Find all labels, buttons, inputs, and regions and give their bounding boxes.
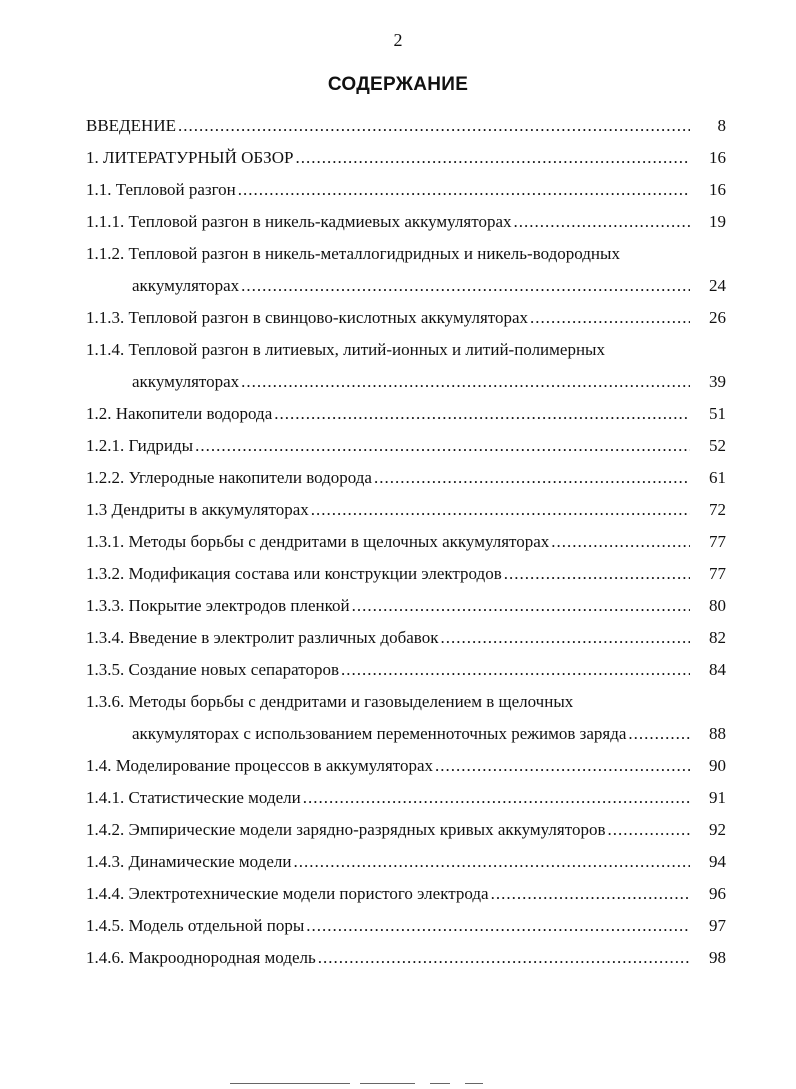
toc-page-number: 84 [709, 660, 726, 679]
toc-entry-line [86, 814, 726, 846]
toc-page-number: 92 [709, 820, 726, 839]
toc-entry-title: 1. ЛИТЕРАТУРНЫЙ ОБЗОР [86, 148, 294, 167]
toc-entry-title: 1.3.6. Методы борьбы с дендритами и газовыделением в щелочных [86, 692, 574, 711]
dot-leader [628, 718, 690, 750]
toc-page-number: 94 [709, 852, 726, 871]
toc-page-number: 52 [709, 436, 726, 455]
toc-page-number: 24 [709, 276, 726, 295]
toc-entry [86, 462, 726, 494]
toc-entry-line [86, 686, 726, 718]
toc-page-number: 77 [709, 532, 726, 551]
toc-entry-line [86, 942, 726, 974]
toc-entry-line [86, 398, 726, 430]
toc-entry-line [86, 590, 726, 622]
toc-entry-line [86, 846, 726, 878]
dot-leader [607, 814, 690, 846]
dot-leader [238, 174, 690, 206]
toc-entry-title: 1.4.1. Статистические модели [86, 788, 301, 807]
toc-page-number: 98 [709, 948, 726, 967]
toc-entry-title: 1.3.3. Покрытие электродов пленкой [86, 596, 350, 615]
toc-page-number: 80 [709, 596, 726, 615]
toc-entry-line [86, 910, 726, 942]
dot-leader [440, 622, 690, 654]
toc-entry-title: 1.4.2. Эмпирические модели зарядно-разрядных кривых аккумуляторов [86, 820, 606, 839]
toc-entry-title: ВВЕДЕНИЕ [86, 116, 176, 135]
toc-page-number: 97 [709, 916, 726, 935]
toc-page-number: 72 [709, 500, 726, 519]
toc-page-number: 88 [709, 724, 726, 743]
dot-leader [303, 782, 690, 814]
toc-entry [86, 110, 726, 142]
toc-page-number: 16 [709, 148, 726, 167]
footer-rule [430, 1083, 450, 1084]
toc-entry [86, 142, 726, 174]
dot-leader [435, 750, 690, 782]
footer-rule [360, 1083, 415, 1084]
toc-entry-line [86, 302, 726, 334]
toc-entry [86, 782, 726, 814]
toc-entry-title: 1.2.1. Гидриды [86, 436, 194, 455]
dot-leader [178, 110, 690, 142]
toc-page-number: 8 [717, 116, 726, 135]
toc-entry [86, 494, 726, 526]
toc-entry-title: 1.3.1. Методы борьбы с дендритами в щелочных аккумуляторах [86, 532, 550, 551]
toc-entry-line [86, 558, 726, 590]
footer-rule [230, 1083, 350, 1084]
page-number: 2 [393, 30, 403, 50]
dot-leader [293, 846, 690, 878]
toc-entry-title: 1.4.4. Электротехнические модели пористого электрода [86, 884, 489, 903]
toc-entry-line [86, 718, 726, 750]
toc-page-number: 26 [709, 308, 726, 327]
toc-entry-title: аккумуляторах с использованием переменноточных режимов заряда [132, 724, 627, 743]
toc-entry-title: 1.4.5. Модель отдельной поры [86, 916, 305, 935]
toc-entry-title: 1.1.3. Тепловой разгон в свинцово-кислотных аккумуляторах [86, 308, 529, 327]
toc-entry [86, 398, 726, 430]
dot-leader [306, 910, 690, 942]
toc-entry [86, 174, 726, 206]
toc-entry [86, 910, 726, 942]
toc-entry-title: 1.4.3. Динамические модели [86, 852, 292, 871]
table-of-contents [86, 110, 726, 974]
toc-entry-title: 1.4. Моделирование процессов в аккумуляторах [86, 756, 434, 775]
toc-entry-line [86, 110, 726, 142]
footer-rule [465, 1083, 483, 1084]
toc-entry-title: 1.3.4. Введение в электролит различных добавок [86, 628, 439, 647]
toc-entry-line [86, 526, 726, 558]
toc-entry [86, 750, 726, 782]
toc-entry-title: 1.4.6. Макрооднородная модель [86, 948, 316, 967]
dot-leader [374, 462, 690, 494]
toc-entry [86, 430, 726, 462]
toc-entry-title: 1.1.1. Тепловой разгон в никель-кадмиевых аккумуляторах [86, 212, 512, 231]
toc-page-number: 61 [709, 468, 726, 487]
toc-entry-title: 1.1. Тепловой разгон [86, 180, 236, 199]
toc-entry-title: 1.3.2. Модификация состава или конструкции электродов [86, 564, 502, 583]
dot-leader [241, 270, 690, 302]
toc-entry-line [86, 494, 726, 526]
toc-entry [86, 846, 726, 878]
dot-leader [491, 878, 690, 910]
toc-page-number: 19 [709, 212, 726, 231]
toc-entry-line [86, 270, 726, 302]
toc-entry-line [86, 174, 726, 206]
dot-leader [514, 206, 691, 238]
dot-leader [551, 526, 690, 558]
dot-leader [274, 398, 690, 430]
toc-entry-line [86, 750, 726, 782]
dot-leader [295, 142, 690, 174]
dot-leader [241, 366, 690, 398]
toc-entry [86, 238, 726, 302]
toc-entry-line [86, 622, 726, 654]
toc-entry-title: 1.1.4. Тепловой разгон в литиевых, литий-ионных и литий-полимерных [86, 340, 605, 359]
dot-leader [318, 942, 690, 974]
toc-entry-title: 1.2. Накопители водорода [86, 404, 273, 423]
toc-entry-line [86, 334, 726, 366]
toc-entry [86, 590, 726, 622]
toc-entry-line [86, 366, 726, 398]
toc-page-number: 16 [709, 180, 726, 199]
toc-page-number: 90 [709, 756, 726, 775]
toc-entry-line [86, 238, 726, 270]
toc-entry-line [86, 206, 726, 238]
toc-entry [86, 814, 726, 846]
toc-entry [86, 654, 726, 686]
toc-entry [86, 878, 726, 910]
dot-leader [341, 654, 690, 686]
toc-entry-title: 1.3 Дендриты в аккумуляторах [86, 500, 309, 519]
dot-leader [530, 302, 690, 334]
dot-leader [195, 430, 690, 462]
toc-entry-title: 1.2.2. Углеродные накопители водорода [86, 468, 372, 487]
toc-page-number: 96 [709, 884, 726, 903]
toc-entry [86, 622, 726, 654]
toc-entry [86, 686, 726, 750]
toc-entry-title: 1.1.2. Тепловой разгон в никель-металлогидридных и никель-водородных [86, 244, 620, 263]
toc-entry-title: аккумуляторах [132, 372, 240, 391]
toc-entry-line [86, 462, 726, 494]
dot-leader [311, 494, 690, 526]
toc-page-number: 51 [709, 404, 726, 423]
toc-entry [86, 302, 726, 334]
toc-entry-line [86, 878, 726, 910]
toc-entry [86, 942, 726, 974]
toc-entry-title: аккумуляторах [132, 276, 240, 295]
toc-entry [86, 558, 726, 590]
toc-page-number: 39 [709, 372, 726, 391]
toc-entry-line [86, 654, 726, 686]
toc-page-number: 82 [709, 628, 726, 647]
toc-page-number: 91 [709, 788, 726, 807]
toc-entry [86, 526, 726, 558]
toc-page-number: 77 [709, 564, 726, 583]
toc-entry-line [86, 430, 726, 462]
dot-leader [504, 558, 690, 590]
toc-entry-line [86, 782, 726, 814]
toc-entry-title: 1.3.5. Создание новых сепараторов [86, 660, 340, 679]
page-title: СОДЕРЖАНИЕ [327, 74, 469, 95]
toc-entry-line [86, 142, 726, 174]
toc-entry [86, 206, 726, 238]
dot-leader [352, 590, 690, 622]
toc-entry [86, 334, 726, 398]
